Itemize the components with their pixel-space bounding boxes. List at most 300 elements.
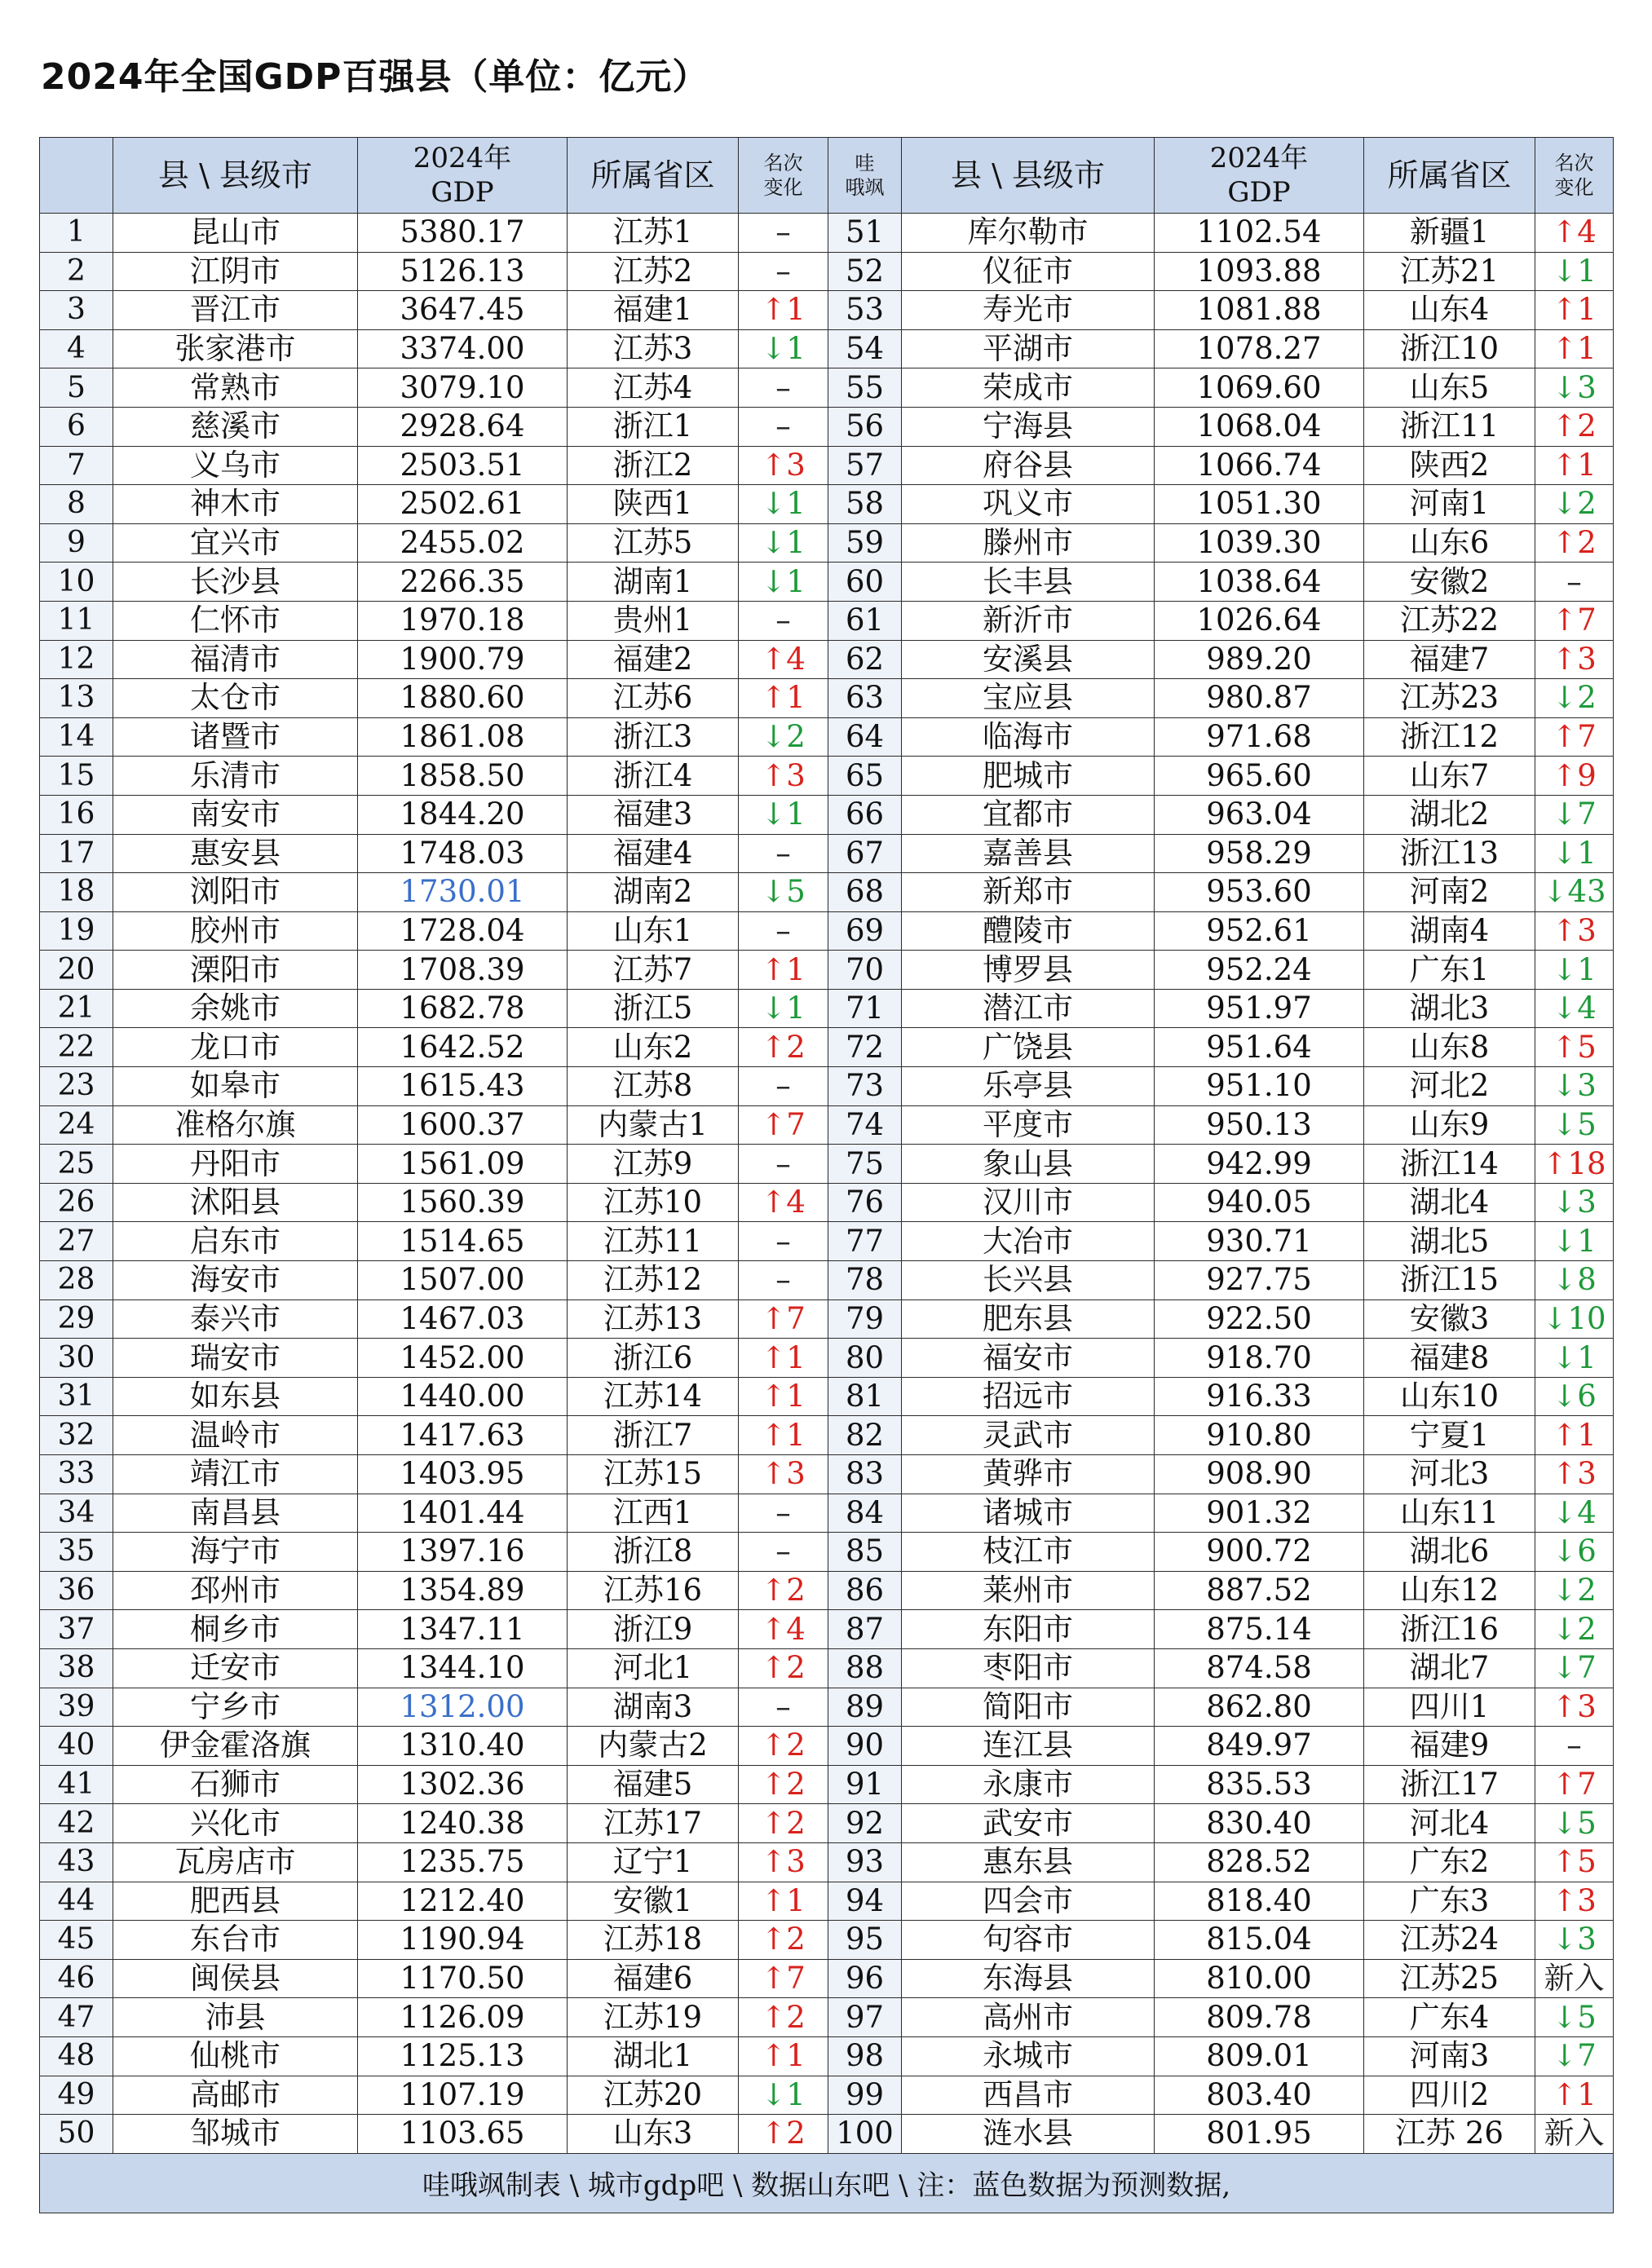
table-row	[40, 1727, 1614, 1766]
county-name-left: 长沙县	[113, 563, 358, 602]
county-name-right: 博罗县	[902, 951, 1155, 990]
rank-change-left: ↑7	[739, 1105, 828, 1145]
rank-right: 55	[828, 368, 902, 408]
table-body	[40, 214, 1614, 2154]
county-name-right: 嘉善县	[902, 834, 1155, 873]
county-name-left: 靖江市	[113, 1455, 358, 1494]
province-right: 山东4	[1364, 291, 1535, 330]
rank-left: 35	[40, 1533, 113, 1572]
rank-change-left: ↑2	[739, 1648, 828, 1688]
rank-change-right: ↓4	[1535, 989, 1614, 1028]
gdp-value-left: 1212.40	[358, 1882, 568, 1921]
province-left: 浙江1	[568, 407, 739, 446]
county-name-left: 高邮市	[113, 2076, 358, 2115]
rank-change-right: ↓5	[1535, 1998, 1614, 2037]
rank-change-right: ↑5	[1535, 1028, 1614, 1067]
header-gdp-right: 2024年 GDP	[1155, 138, 1364, 214]
rank-right: 86	[828, 1571, 902, 1610]
table-row	[40, 1959, 1614, 1998]
table-row	[40, 1533, 1614, 1572]
county-name-right: 招远市	[902, 1377, 1155, 1416]
rank-left: 50	[40, 2115, 113, 2154]
rank-right: 60	[828, 563, 902, 602]
rank-left: 24	[40, 1105, 113, 1145]
county-name-left: 诸暨市	[113, 717, 358, 757]
gdp-value-right: 989.20	[1155, 640, 1364, 679]
gdp-value-left: 3374.00	[358, 329, 568, 368]
rank-right: 100	[828, 2115, 902, 2154]
rank-change-right: –	[1535, 563, 1614, 602]
table-row	[40, 1028, 1614, 1067]
county-name-right: 西昌市	[902, 2076, 1155, 2115]
province-right: 福建8	[1364, 1339, 1535, 1378]
gdp-value-right: 1078.27	[1155, 329, 1364, 368]
county-name-left: 胶州市	[113, 911, 358, 951]
county-name-left: 太仓市	[113, 679, 358, 718]
county-name-left: 海安市	[113, 1261, 358, 1300]
county-name-right: 涟水县	[902, 2115, 1155, 2154]
rank-change-left: ↑2	[739, 1921, 828, 1960]
province-right: 浙江17	[1364, 1765, 1535, 1804]
province-right: 浙江12	[1364, 717, 1535, 757]
rank-right: 88	[828, 1648, 902, 1688]
province-right: 广东3	[1364, 1882, 1535, 1921]
table-row	[40, 1688, 1614, 1727]
table-row	[40, 1610, 1614, 1649]
rank-change-left: –	[739, 834, 828, 873]
county-name-left: 江阴市	[113, 252, 358, 291]
rank-change-left: –	[739, 911, 828, 951]
page-title: 2024年全国GDP百强县（单位：亿元）	[41, 56, 709, 98]
county-name-right: 枝江市	[902, 1533, 1155, 1572]
province-right: 山东12	[1364, 1571, 1535, 1610]
gdp-value-right: 1039.30	[1155, 523, 1364, 563]
gdp-value-right: 922.50	[1155, 1299, 1364, 1339]
county-name-right: 醴陵市	[902, 911, 1155, 951]
gdp-value-right: 830.40	[1155, 1804, 1364, 1843]
county-name-right: 诸城市	[902, 1494, 1155, 1533]
rank-change-left: –	[739, 407, 828, 446]
gdp-value-left: 1302.36	[358, 1765, 568, 1804]
rank-change-right: ↑1	[1535, 329, 1614, 368]
rank-left: 26	[40, 1183, 113, 1222]
county-name-right: 滕州市	[902, 523, 1155, 563]
rank-change-right: ↑3	[1535, 640, 1614, 679]
gdp-value-left: 1440.00	[358, 1377, 568, 1416]
rank-change-left: ↓2	[739, 717, 828, 757]
gdp-value-right: 1093.88	[1155, 252, 1364, 291]
rank-right: 61	[828, 601, 902, 640]
rank-left: 21	[40, 989, 113, 1028]
province-right: 安徽2	[1364, 563, 1535, 602]
gdp-value-left: 1403.95	[358, 1455, 568, 1494]
rank-change-left: ↑4	[739, 1610, 828, 1649]
rank-change-right: ↑9	[1535, 757, 1614, 796]
rank-left: 1	[40, 214, 113, 253]
rank-change-right: ↓2	[1535, 485, 1614, 524]
rank-change-left: ↑3	[739, 446, 828, 485]
rank-left: 32	[40, 1416, 113, 1455]
rank-change-left: –	[739, 1688, 828, 1727]
gdp-value-right: 952.24	[1155, 951, 1364, 990]
rank-right: 62	[828, 640, 902, 679]
rank-change-right: ↓6	[1535, 1377, 1614, 1416]
county-name-right: 平度市	[902, 1105, 1155, 1145]
gdp-value-right: 940.05	[1155, 1183, 1364, 1222]
gdp-value-right: 875.14	[1155, 1610, 1364, 1649]
table-row	[40, 2076, 1614, 2115]
rank-change-right: ↑1	[1535, 2076, 1614, 2115]
table-row	[40, 679, 1614, 718]
rank-change-right: ↓3	[1535, 1183, 1614, 1222]
county-name-left: 龙口市	[113, 1028, 358, 1067]
gdp-value-right: 1066.74	[1155, 446, 1364, 485]
rank-right: 54	[828, 329, 902, 368]
rank-change-right: ↑3	[1535, 1688, 1614, 1727]
rank-change-right: ↓1	[1535, 1339, 1614, 1378]
gdp-value-right: 951.64	[1155, 1028, 1364, 1067]
gdp-value-right: 900.72	[1155, 1533, 1364, 1572]
province-right: 山东5	[1364, 368, 1535, 408]
rank-change-left: ↑2	[739, 1727, 828, 1766]
rank-change-right: ↑3	[1535, 1882, 1614, 1921]
gdp-value-left: 1560.39	[358, 1183, 568, 1222]
province-right: 湖北7	[1364, 1648, 1535, 1688]
table-row	[40, 989, 1614, 1028]
rank-change-right: ↑18	[1535, 1145, 1614, 1184]
province-left: 江苏15	[568, 1455, 739, 1494]
gdp-value-left: 2503.51	[358, 446, 568, 485]
county-name-right: 寿光市	[902, 291, 1155, 330]
rank-right: 59	[828, 523, 902, 563]
rank-change-left: ↑2	[739, 1028, 828, 1067]
province-right: 河南2	[1364, 873, 1535, 912]
rank-right: 51	[828, 214, 902, 253]
table-row	[40, 523, 1614, 563]
province-right: 山东6	[1364, 523, 1535, 563]
rank-change-right: ↓3	[1535, 1921, 1614, 1960]
rank-change-right: ↓2	[1535, 1610, 1614, 1649]
rank-right: 85	[828, 1533, 902, 1572]
county-name-left: 溧阳市	[113, 951, 358, 990]
rank-right: 79	[828, 1299, 902, 1339]
county-name-left: 乐清市	[113, 757, 358, 796]
county-name-right: 仪征市	[902, 252, 1155, 291]
gdp-value-right: 809.78	[1155, 1998, 1364, 2037]
rank-right: 57	[828, 446, 902, 485]
province-right: 河北4	[1364, 1804, 1535, 1843]
rank-change-left: –	[739, 601, 828, 640]
rank-change-right: ↑1	[1535, 1416, 1614, 1455]
rank-right: 80	[828, 1339, 902, 1378]
header-county-left: 县 \ 县级市	[113, 138, 358, 214]
rank-left: 42	[40, 1804, 113, 1843]
county-name-right: 简阳市	[902, 1688, 1155, 1727]
county-name-right: 汉川市	[902, 1183, 1155, 1222]
county-name-right: 府谷县	[902, 446, 1155, 485]
rank-right: 92	[828, 1804, 902, 1843]
gdp-value-left: 1642.52	[358, 1028, 568, 1067]
rank-right: 68	[828, 873, 902, 912]
gdp-value-left: 1190.94	[358, 1921, 568, 1960]
rank-right: 82	[828, 1416, 902, 1455]
province-left: 江苏10	[568, 1183, 739, 1222]
gdp-value-right: 965.60	[1155, 757, 1364, 796]
province-right: 山东8	[1364, 1028, 1535, 1067]
province-right: 江苏22	[1364, 601, 1535, 640]
rank-left: 6	[40, 407, 113, 446]
county-name-right: 长兴县	[902, 1261, 1155, 1300]
county-name-right: 高州市	[902, 1998, 1155, 2037]
rank-change-left: ↑3	[739, 1455, 828, 1494]
header-county-right: 县 \ 县级市	[902, 138, 1155, 214]
county-name-right: 宜都市	[902, 795, 1155, 834]
table-row	[40, 757, 1614, 796]
county-name-left: 迁安市	[113, 1648, 358, 1688]
table-row	[40, 2036, 1614, 2076]
province-right: 宁夏1	[1364, 1416, 1535, 1455]
county-name-left: 浏阳市	[113, 873, 358, 912]
rank-left: 4	[40, 329, 113, 368]
county-name-right: 宝应县	[902, 679, 1155, 718]
table-row	[40, 1921, 1614, 1960]
gdp-value-right: 918.70	[1155, 1339, 1364, 1378]
rank-change-right: 新入	[1535, 2115, 1614, 2154]
rank-left: 43	[40, 1842, 113, 1882]
county-name-right: 四会市	[902, 1882, 1155, 1921]
rank-change-left: –	[739, 1494, 828, 1533]
gdp-value-right: 849.97	[1155, 1727, 1364, 1766]
province-right: 湖北4	[1364, 1183, 1535, 1222]
rank-left: 11	[40, 601, 113, 640]
province-right: 福建7	[1364, 640, 1535, 679]
gdp-value-right: 908.90	[1155, 1455, 1364, 1494]
rank-change-right: ↓1	[1535, 951, 1614, 990]
province-left: 江苏1	[568, 214, 739, 253]
province-left: 浙江6	[568, 1339, 739, 1378]
gdp-value-right: 958.29	[1155, 834, 1364, 873]
rank-left: 39	[40, 1688, 113, 1727]
rank-change-left: –	[739, 368, 828, 408]
rank-change-right: ↑3	[1535, 1455, 1614, 1494]
gdp-value-right: 910.80	[1155, 1416, 1364, 1455]
table-row	[40, 446, 1614, 485]
province-right: 陕西2	[1364, 446, 1535, 485]
gdp-value-left: 3647.45	[358, 291, 568, 330]
province-left: 湖南3	[568, 1688, 739, 1727]
county-name-right: 永康市	[902, 1765, 1155, 1804]
province-right: 河南1	[1364, 485, 1535, 524]
rank-change-left: ↓1	[739, 523, 828, 563]
gdp-value-right: 803.40	[1155, 2076, 1364, 2115]
rank-left: 36	[40, 1571, 113, 1610]
rank-change-left: ↓1	[739, 329, 828, 368]
rank-left: 18	[40, 873, 113, 912]
county-name-left: 宜兴市	[113, 523, 358, 563]
table-row	[40, 485, 1614, 524]
table-row	[40, 1067, 1614, 1106]
rank-change-left: ↑2	[739, 2115, 828, 2154]
rank-change-left: ↑7	[739, 1299, 828, 1339]
county-name-left: 福清市	[113, 640, 358, 679]
county-name-right: 长丰县	[902, 563, 1155, 602]
county-name-right: 连江县	[902, 1727, 1155, 1766]
province-right: 湖北3	[1364, 989, 1535, 1028]
province-left: 内蒙古2	[568, 1727, 739, 1766]
table-row	[40, 368, 1614, 408]
county-name-left: 沭阳县	[113, 1183, 358, 1222]
county-name-left: 南安市	[113, 795, 358, 834]
gdp-value-right: 1051.30	[1155, 485, 1364, 524]
county-name-left: 仁怀市	[113, 601, 358, 640]
county-name-left: 泰兴市	[113, 1299, 358, 1339]
province-left: 辽宁1	[568, 1842, 739, 1882]
province-left: 陕西1	[568, 485, 739, 524]
county-name-right: 大冶市	[902, 1222, 1155, 1261]
gdp-value-right: 828.52	[1155, 1842, 1364, 1882]
gdp-value-right: 1069.60	[1155, 368, 1364, 408]
county-name-left: 余姚市	[113, 989, 358, 1028]
table-row	[40, 563, 1614, 602]
province-right: 浙江15	[1364, 1261, 1535, 1300]
table-row	[40, 601, 1614, 640]
rank-change-right: ↓8	[1535, 1261, 1614, 1300]
rank-left: 5	[40, 368, 113, 408]
gdp-value-left: 1310.40	[358, 1727, 568, 1766]
rank-change-left: ↓1	[739, 989, 828, 1028]
province-left: 湖南2	[568, 873, 739, 912]
province-right: 湖北2	[1364, 795, 1535, 834]
county-name-right: 临海市	[902, 717, 1155, 757]
county-name-right: 东阳市	[902, 1610, 1155, 1649]
gdp-value-left: 1682.78	[358, 989, 568, 1028]
county-name-left: 宁乡市	[113, 1688, 358, 1727]
rank-left: 37	[40, 1610, 113, 1649]
rank-right: 73	[828, 1067, 902, 1106]
rank-right: 98	[828, 2036, 902, 2076]
rank-change-left: ↑4	[739, 640, 828, 679]
province-right: 安徽3	[1364, 1299, 1535, 1339]
table-row	[40, 1882, 1614, 1921]
county-name-left: 桐乡市	[113, 1610, 358, 1649]
province-left: 江苏8	[568, 1067, 739, 1106]
province-left: 江西1	[568, 1494, 739, 1533]
province-right: 湖北5	[1364, 1222, 1535, 1261]
rank-right: 72	[828, 1028, 902, 1067]
county-name-right: 乐亭县	[902, 1067, 1155, 1106]
gdp-value-right: 801.95	[1155, 2115, 1364, 2154]
table-row	[40, 214, 1614, 253]
rank-right: 64	[828, 717, 902, 757]
rank-left: 49	[40, 2076, 113, 2115]
gdp-value-left: 5126.13	[358, 252, 568, 291]
gdp-value-right: 901.32	[1155, 1494, 1364, 1533]
county-name-right: 枣阳市	[902, 1648, 1155, 1688]
province-left: 江苏5	[568, 523, 739, 563]
rank-right: 93	[828, 1842, 902, 1882]
province-left: 山东2	[568, 1028, 739, 1067]
gdp-value-right: 971.68	[1155, 717, 1364, 757]
rank-left: 16	[40, 795, 113, 834]
province-left: 浙江7	[568, 1416, 739, 1455]
rank-left: 45	[40, 1921, 113, 1960]
rank-right: 53	[828, 291, 902, 330]
county-name-left: 神木市	[113, 485, 358, 524]
rank-change-left: ↑3	[739, 1842, 828, 1882]
gdp-value-left: 1235.75	[358, 1842, 568, 1882]
table-row	[40, 1183, 1614, 1222]
rank-right: 78	[828, 1261, 902, 1300]
rank-change-left: ↑1	[739, 291, 828, 330]
rank-change-right: ↑5	[1535, 1842, 1614, 1882]
county-name-right: 肥城市	[902, 757, 1155, 796]
table-row	[40, 1804, 1614, 1843]
province-left: 山东1	[568, 911, 739, 951]
rank-change-left: –	[739, 1067, 828, 1106]
rank-change-left: –	[739, 1533, 828, 1572]
rank-right: 52	[828, 252, 902, 291]
rank-left: 19	[40, 911, 113, 951]
province-right: 湖南4	[1364, 911, 1535, 951]
county-name-right: 永城市	[902, 2036, 1155, 2076]
rank-change-right: ↓1	[1535, 834, 1614, 873]
province-right: 河北2	[1364, 1067, 1535, 1106]
rank-change-right: ↓10	[1535, 1299, 1614, 1339]
gdp-value-right: 809.01	[1155, 2036, 1364, 2076]
rank-right: 74	[828, 1105, 902, 1145]
rank-left: 10	[40, 563, 113, 602]
county-name-right: 莱州市	[902, 1571, 1155, 1610]
table-row	[40, 1105, 1614, 1145]
header-rank-left	[40, 138, 113, 214]
table-row	[40, 951, 1614, 990]
rank-right: 71	[828, 989, 902, 1028]
county-name-left: 如皋市	[113, 1067, 358, 1106]
rank-left: 17	[40, 834, 113, 873]
county-name-right: 新郑市	[902, 873, 1155, 912]
rank-change-right: 新入	[1535, 1959, 1614, 1998]
province-left: 贵州1	[568, 601, 739, 640]
rank-change-left: –	[739, 1261, 828, 1300]
rank-left: 12	[40, 640, 113, 679]
county-name-left: 沛县	[113, 1998, 358, 2037]
rank-change-left: –	[739, 214, 828, 253]
gdp-value-right: 1081.88	[1155, 291, 1364, 330]
gdp-value-left: 1452.00	[358, 1339, 568, 1378]
gdp-value-left: 1970.18	[358, 601, 568, 640]
table-row	[40, 1339, 1614, 1378]
gdp-value-left: 1858.50	[358, 757, 568, 796]
rank-change-right: ↓7	[1535, 1648, 1614, 1688]
province-left: 江苏20	[568, 2076, 739, 2115]
rank-left: 47	[40, 1998, 113, 2037]
county-name-left: 南昌县	[113, 1494, 358, 1533]
province-left: 浙江5	[568, 989, 739, 1028]
gdp-value-left: 1401.44	[358, 1494, 568, 1533]
rank-left: 28	[40, 1261, 113, 1300]
rank-change-left: –	[739, 252, 828, 291]
province-left: 江苏18	[568, 1921, 739, 1960]
province-left: 福建6	[568, 1959, 739, 1998]
rank-change-left: ↑3	[739, 757, 828, 796]
county-name-left: 肥西县	[113, 1882, 358, 1921]
province-right: 江苏21	[1364, 252, 1535, 291]
province-left: 江苏12	[568, 1261, 739, 1300]
province-left: 江苏11	[568, 1222, 739, 1261]
province-right: 湖北6	[1364, 1533, 1535, 1572]
gdp-value-right: 980.87	[1155, 679, 1364, 718]
province-left: 安徽1	[568, 1882, 739, 1921]
